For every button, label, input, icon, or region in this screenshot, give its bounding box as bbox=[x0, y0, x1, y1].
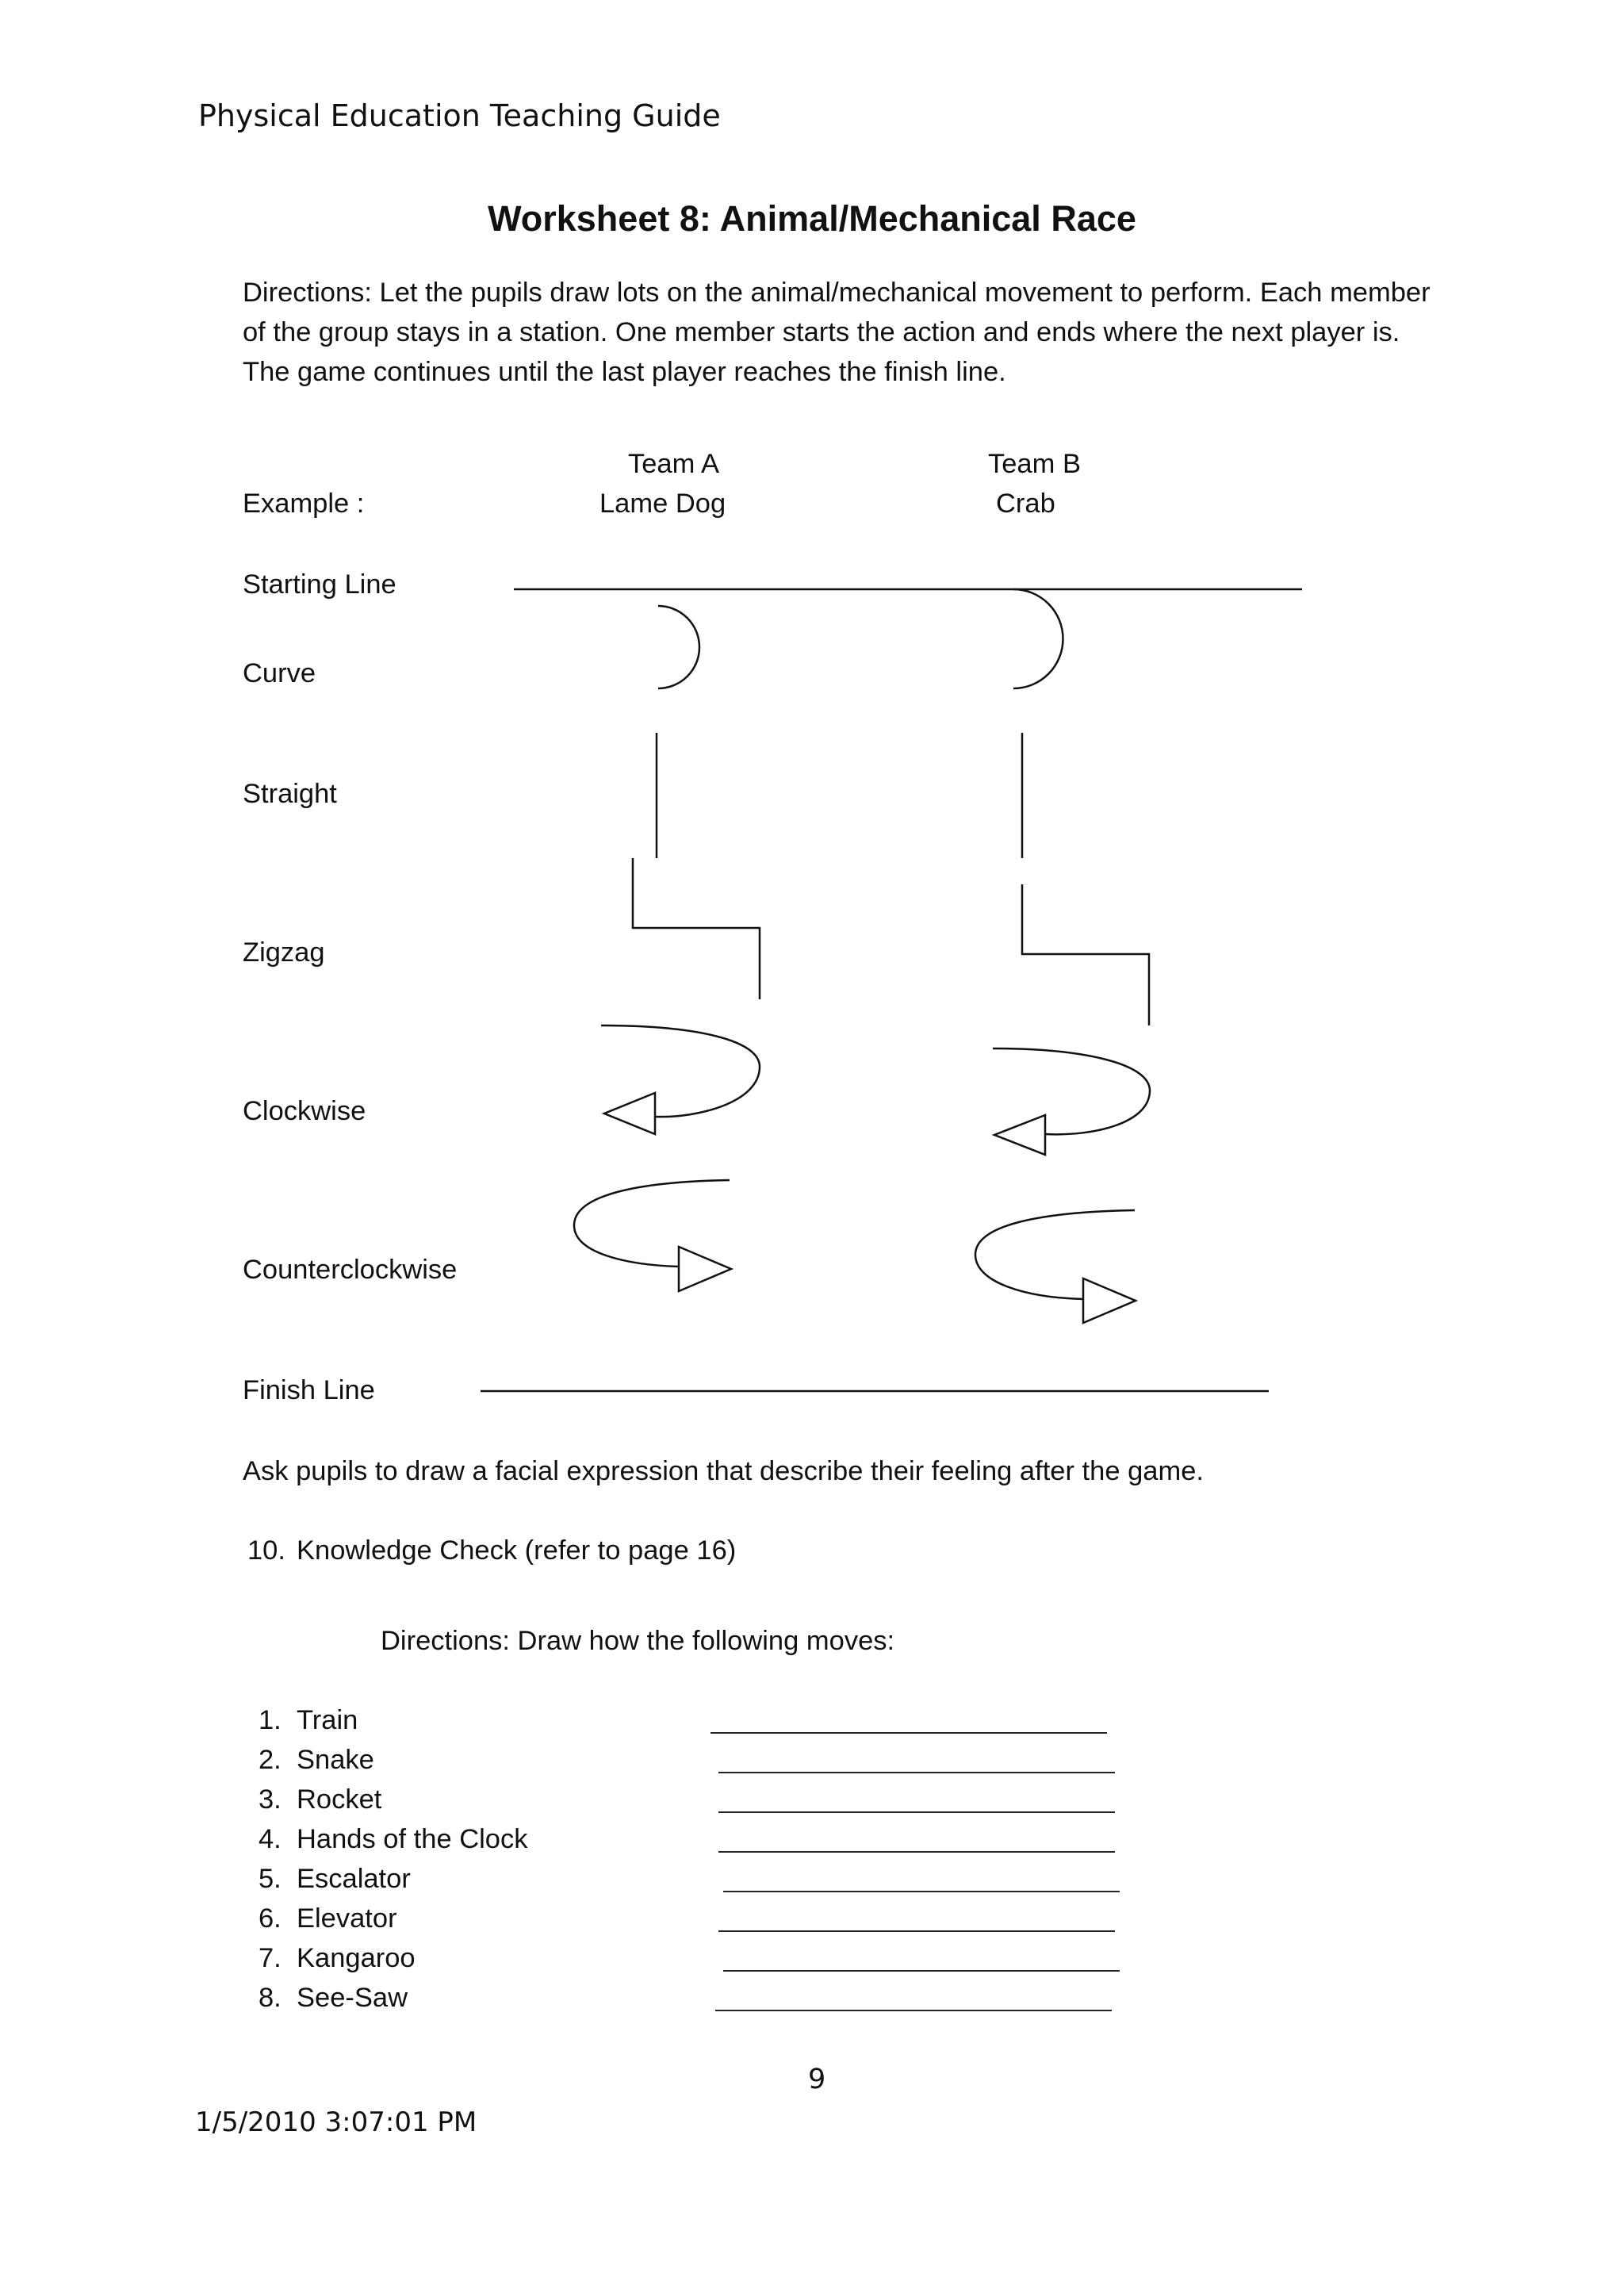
row-label-starting-line: Starting Line bbox=[243, 569, 396, 600]
team-b-clockwise-arrowhead bbox=[994, 1115, 1045, 1155]
row-label-clockwise: Clockwise bbox=[243, 1096, 366, 1126]
team-b-curve bbox=[1013, 589, 1063, 688]
knowledge-check-title: Knowledge Check (refer to page 16) bbox=[297, 1535, 737, 1566]
team-a-clockwise-arrowhead bbox=[604, 1093, 655, 1134]
answer-blank[interactable] bbox=[723, 1970, 1120, 1972]
team-b-example: Crab bbox=[996, 489, 1055, 519]
list-item-number: 7. bbox=[259, 1943, 282, 1973]
team-a-clockwise-arrow bbox=[601, 1025, 760, 1117]
list-item-number: 1. bbox=[259, 1705, 282, 1735]
answer-blank[interactable] bbox=[723, 1891, 1120, 1892]
knowledge-check-number: 10. bbox=[247, 1535, 285, 1566]
row-label-zigzag: Zigzag bbox=[243, 937, 325, 968]
row-label-finish-line: Finish Line bbox=[243, 1375, 375, 1405]
team-a-heading: Team A bbox=[628, 449, 720, 479]
answer-blank[interactable] bbox=[718, 1772, 1115, 1773]
list-item-number: 4. bbox=[259, 1824, 282, 1854]
answer-blank[interactable] bbox=[718, 1930, 1115, 1932]
list-item-number: 5. bbox=[259, 1864, 282, 1894]
row-label-straight: Straight bbox=[243, 779, 337, 809]
list-item-label: Train bbox=[297, 1705, 358, 1735]
list-item-label: Elevator bbox=[297, 1903, 397, 1934]
list-item-label: Escalator bbox=[297, 1864, 411, 1894]
list-item-number: 6. bbox=[259, 1903, 282, 1934]
answer-blank[interactable] bbox=[718, 1851, 1115, 1853]
team-b-heading: Team B bbox=[988, 449, 1081, 479]
team-b-clockwise-arrow bbox=[993, 1048, 1150, 1134]
list-item-number: 8. bbox=[259, 1983, 282, 2013]
team-a-curve bbox=[658, 606, 699, 688]
row-label-counterclockwise: Counterclockwise bbox=[243, 1255, 458, 1285]
team-a-zigzag bbox=[633, 858, 760, 999]
list-item-label: See-Saw bbox=[297, 1983, 408, 2013]
list-item-number: 2. bbox=[259, 1745, 282, 1775]
list-item-label: Snake bbox=[297, 1745, 374, 1775]
worksheet-directions: Directions: Let the pupils draw lots on the animal/mechanical movement to perform. Each member of the group stays in a station. One member starts the action and ends where the next player is. The game continues until the last player reaches the finish line. bbox=[243, 278, 1431, 387]
example-label: Example : bbox=[243, 489, 365, 519]
list-item-label: Rocket bbox=[297, 1784, 382, 1815]
row-label-curve: Curve bbox=[243, 658, 316, 688]
guide-header: Physical Education Teaching Guide bbox=[198, 98, 721, 133]
team-a-example: Lame Dog bbox=[599, 489, 726, 519]
answer-blank[interactable] bbox=[715, 2010, 1112, 2011]
answer-blank[interactable] bbox=[718, 1811, 1115, 1813]
list-item-label: Hands of the Clock bbox=[297, 1824, 528, 1854]
print-timestamp: 1/5/2010 3:07:01 PM bbox=[195, 2106, 477, 2138]
team-b-counterclockwise-arrowhead bbox=[1083, 1278, 1136, 1323]
worksheet-title: Worksheet 8: Animal/Mechanical Race bbox=[488, 198, 1136, 239]
page-number: 9 bbox=[808, 2064, 826, 2095]
team-a-counterclockwise-arrow bbox=[574, 1180, 730, 1267]
team-a-counterclockwise-arrowhead bbox=[679, 1247, 731, 1291]
list-item-number: 3. bbox=[259, 1784, 282, 1815]
team-b-counterclockwise-arrow bbox=[975, 1210, 1135, 1299]
list-item-label: Kangaroo bbox=[297, 1943, 416, 1973]
facial-expression-instruction: Ask pupils to draw a facial expression that describe their feeling after the game. bbox=[243, 1456, 1204, 1486]
answer-blank[interactable] bbox=[710, 1732, 1107, 1734]
knowledge-check-directions: Directions: Draw how the following moves: bbox=[381, 1626, 895, 1656]
team-b-zigzag bbox=[1022, 884, 1149, 1025]
